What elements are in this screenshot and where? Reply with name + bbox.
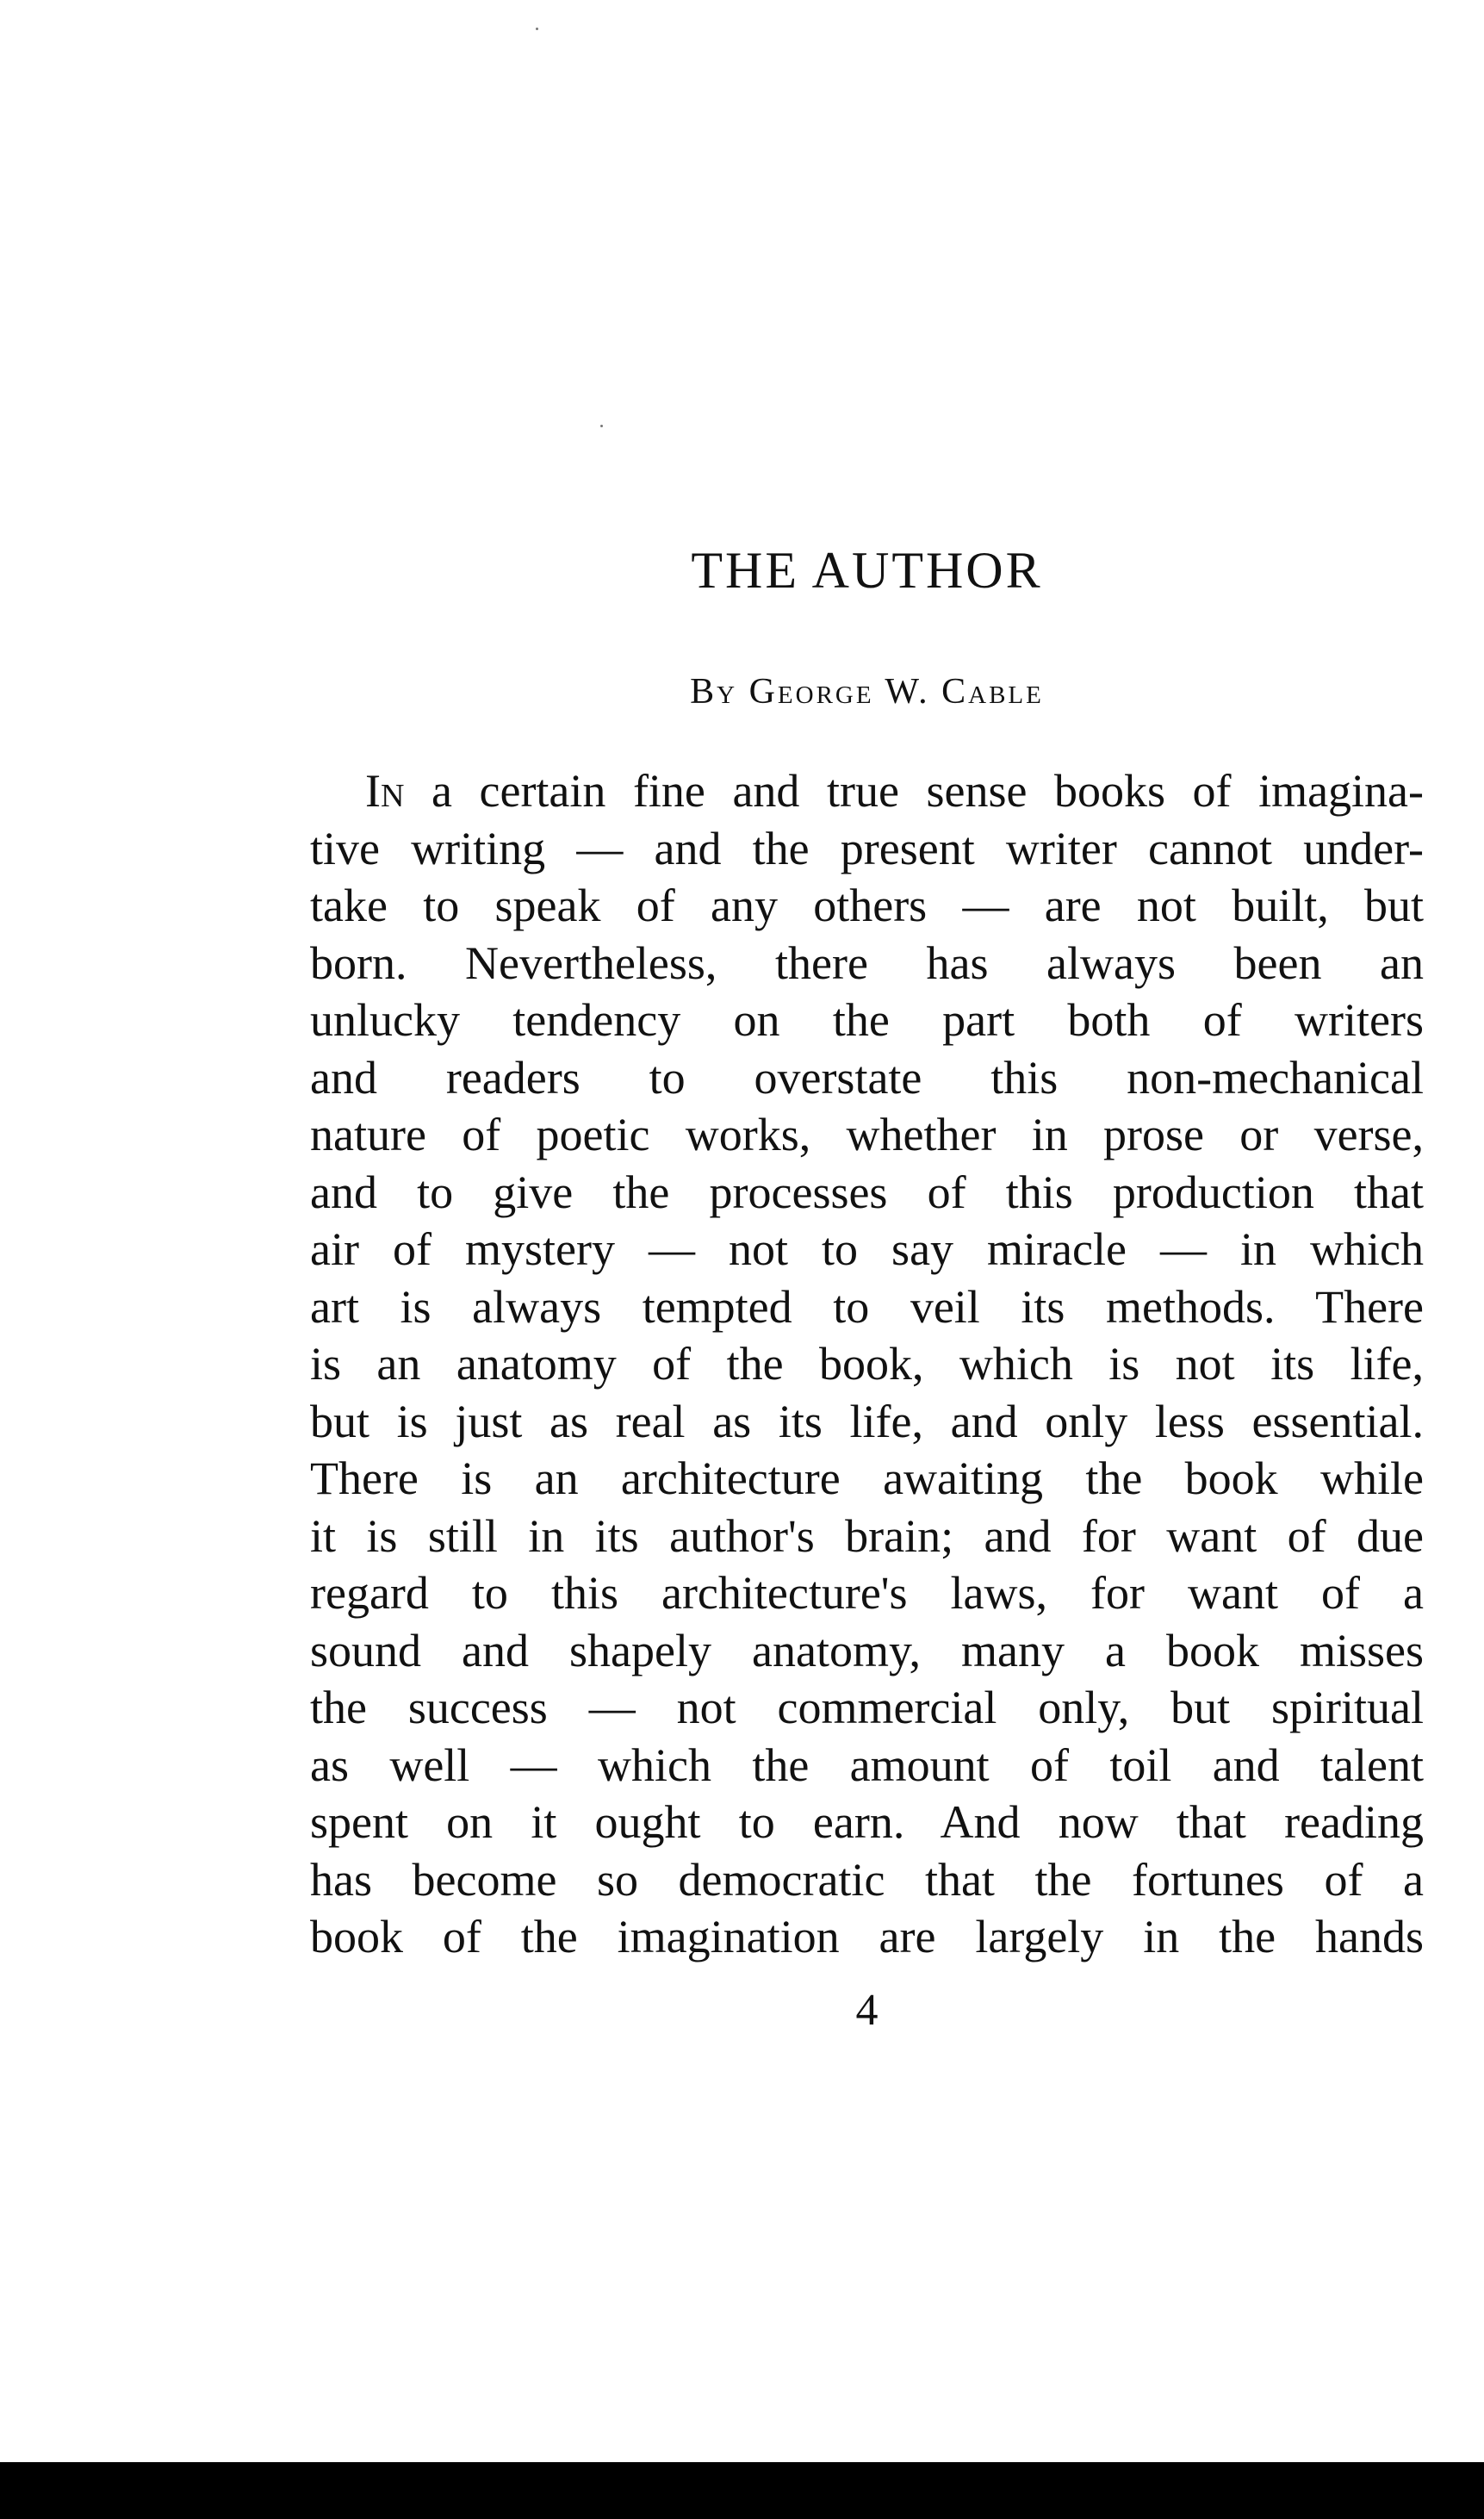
paper-speck bbox=[600, 425, 603, 427]
text-line: but is just as real as its life, and only less essential. bbox=[310, 1395, 1424, 1447]
text-line: sound and shapely anatomy, many a book misses bbox=[310, 1624, 1424, 1676]
opening-word: In bbox=[365, 765, 405, 817]
scan-border bbox=[0, 2462, 1484, 2519]
text-line: born. Nevertheless, there has always been an bbox=[310, 936, 1424, 989]
text-line: it is still in its author's brain; and for want of due bbox=[310, 1509, 1424, 1562]
text-line: air of mystery — not to say miracle — in which bbox=[310, 1223, 1424, 1275]
text-line: take to speak of any others — are not built, but bbox=[310, 880, 1424, 931]
chapter-title: THE AUTHOR bbox=[691, 542, 1043, 599]
text-line: has become so democratic that the fortunes of a bbox=[310, 1853, 1424, 1906]
text-line: unlucky tendency on the part both of writers bbox=[310, 994, 1424, 1046]
text-line: spent on it ought to earn. And now that reading bbox=[310, 1796, 1424, 1848]
text-line: tive writing — and the present writer cannot under- bbox=[310, 822, 1424, 874]
text-line: regard to this architecture's laws, for want of a bbox=[310, 1567, 1424, 1619]
text-line: nature of poetic works, whether in prose or verse, bbox=[310, 1109, 1424, 1160]
text-line: and readers to overstate this non-mechanical bbox=[310, 1051, 1424, 1104]
body-paragraph bbox=[310, 762, 1424, 1966]
text-line: There is an architecture awaiting the book while bbox=[310, 1452, 1424, 1504]
text-line: as well — which the amount of toil and talent bbox=[310, 1738, 1424, 1791]
text-line: and to give the processes of this production that bbox=[310, 1166, 1424, 1218]
text-line: art is always tempted to veil its methods. There bbox=[310, 1280, 1424, 1333]
text-line: In a certain fine and true sense books of imagina- bbox=[365, 765, 1424, 817]
page-number: 4 bbox=[855, 1986, 879, 2035]
paper-speck bbox=[536, 28, 538, 30]
text-line: the success — not commercial only, but spiritual bbox=[310, 1682, 1424, 1733]
text-line: is an anatomy of the book, which is not its life, bbox=[310, 1338, 1424, 1390]
author-byline: By George W. Cable bbox=[690, 672, 1044, 712]
text-line: book of the imagination are largely in the hands bbox=[310, 1911, 1424, 1962]
